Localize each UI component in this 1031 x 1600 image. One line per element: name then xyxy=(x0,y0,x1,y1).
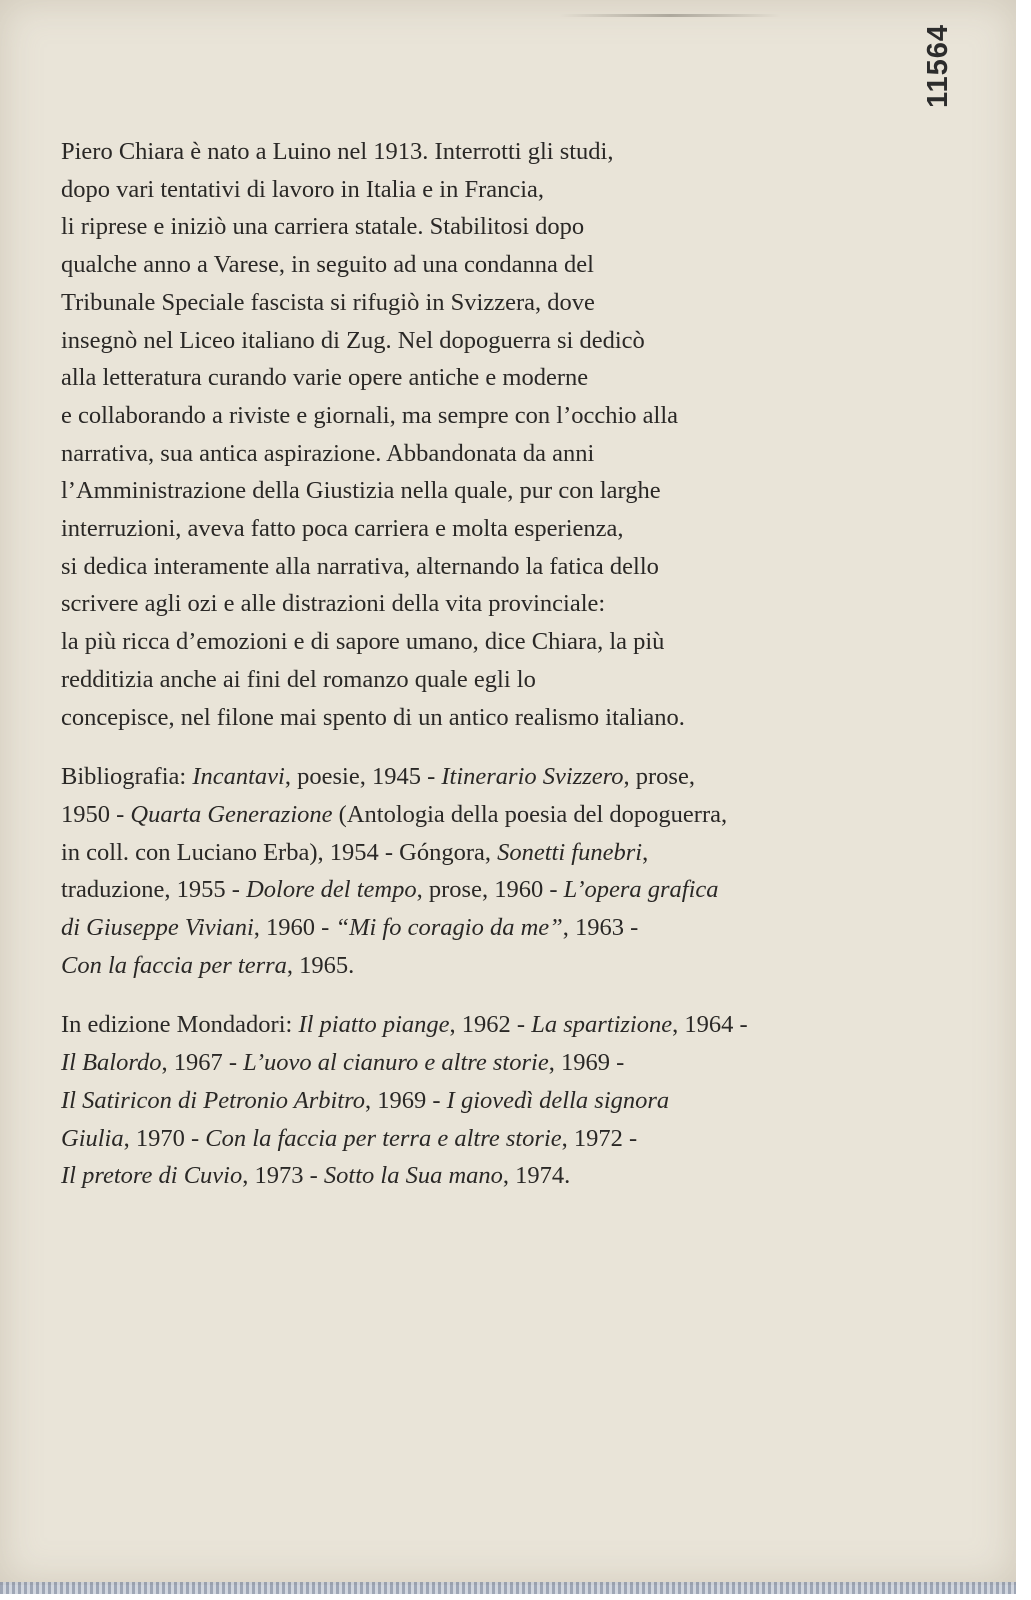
text-run: , prose, xyxy=(623,763,695,791)
book-title: Il Satiricon di Petronio Arbitro xyxy=(61,1086,365,1114)
text-run: , poesie, 1945 - xyxy=(284,763,442,791)
text-run: , 1970 - xyxy=(123,1124,206,1152)
bio-line: la più ricca d’emozioni e di sapore umano, dice Chiara, la più xyxy=(61,628,665,656)
bio-line: redditizia anche ai fini del romanzo quale egli lo xyxy=(61,665,536,693)
text-run: (Antologia della poesia del dopoguerra, xyxy=(332,800,728,828)
bibliography-line xyxy=(61,758,941,796)
text-run: , 1963 - xyxy=(562,914,639,942)
bibliography xyxy=(61,758,941,984)
bio-line: dopo vari tentativi di lavoro in Italia e in Francia, xyxy=(61,175,545,203)
text-run: , 1969 - xyxy=(548,1049,625,1077)
bio-line: concepisce, nel filone mai spento di un antico realismo italiano. xyxy=(61,703,685,731)
editions-line xyxy=(61,1120,941,1158)
text-run: , xyxy=(642,838,649,866)
mondadori-editions xyxy=(61,1006,941,1195)
text-run: , 1969 - xyxy=(364,1086,447,1114)
bio-line: Piero Chiara è nato a Luino nel 1913. Interrotti gli studi, xyxy=(61,138,614,165)
text-run: , 1965. xyxy=(286,951,355,979)
text-run: , 1964 - xyxy=(672,1011,748,1039)
book-title: L’opera grafica xyxy=(563,876,719,904)
text-run: , 1962 - xyxy=(449,1011,532,1039)
text-run: In edizione Mondadori: xyxy=(61,1011,299,1039)
text-run: , 1972 - xyxy=(561,1124,638,1152)
paragraph-gap xyxy=(61,984,941,1006)
editions-line xyxy=(61,1157,941,1195)
book-title: I giovedì della signora xyxy=(446,1086,670,1114)
book-title: Sotto la Sua mano xyxy=(323,1162,503,1190)
bibliography-line xyxy=(61,871,941,909)
text-run: , 1960 - xyxy=(253,914,336,942)
paragraph-gap xyxy=(61,736,941,758)
text-run: traduzione, 1955 - xyxy=(61,876,247,904)
text-run: , prose, 1960 - xyxy=(416,876,564,904)
bio-line: interruzioni, aveva fatto poca carriera e molta esperienza, xyxy=(61,515,624,543)
text-run: in coll. con Luciano Erba), 1954 - Góngora, xyxy=(61,838,498,866)
text-run: Bibliografia: xyxy=(61,763,193,791)
book-title: La spartizione xyxy=(531,1011,673,1039)
bio-line: e collaborando a riviste e giornali, ma sempre con l’occhio alla xyxy=(61,401,679,429)
book-title: Con la faccia per terra e altre storie xyxy=(205,1124,562,1152)
book-title: Il pretore di Cuvio xyxy=(61,1162,243,1190)
cover-text xyxy=(61,133,941,1195)
bio-line: narrativa, sua antica aspirazione. Abbandonata da anni xyxy=(61,439,595,467)
text-run: , 1967 - xyxy=(161,1049,244,1077)
book-title: Sonetti funebri xyxy=(497,838,643,866)
bio-line: li riprese e iniziò una carriera statale. Stabilitosi dopo xyxy=(61,213,585,241)
book-title: “Mi fo coragio da me” xyxy=(335,914,563,942)
text-run: , 1974. xyxy=(502,1162,571,1190)
bibliography-line xyxy=(61,834,941,872)
bio-line: alla letteratura curando varie opere antiche e moderne xyxy=(61,364,589,392)
bio-line: Tribunale Speciale fascista si rifugiò in Svizzera, dove xyxy=(61,288,595,316)
bibliography-line xyxy=(61,909,941,947)
bibliography-line xyxy=(61,947,941,985)
editions-line xyxy=(61,1082,941,1120)
author-biography xyxy=(61,133,941,736)
text-run: , 1973 - xyxy=(242,1162,324,1190)
book-title: Quarta Generazione xyxy=(130,800,333,828)
book-title: Incantavi xyxy=(192,763,285,791)
bio-line: si dedica interamente alla narrativa, alternando la fatica dello xyxy=(61,552,659,580)
book-title: Dolore del tempo xyxy=(246,876,417,904)
bottom-edge-stripe xyxy=(0,1582,1016,1594)
book-title: Itinerario Svizzero xyxy=(441,763,624,791)
bibliography-line xyxy=(61,796,941,834)
book-title: Il piatto piange xyxy=(298,1011,450,1039)
editions-line xyxy=(61,1006,941,1044)
editions-line xyxy=(61,1044,941,1082)
book-title: Giulia xyxy=(61,1124,124,1152)
book-title: Con la faccia per terra xyxy=(61,951,287,979)
text-run: 1950 - xyxy=(61,800,131,828)
printing-mark xyxy=(560,14,780,17)
bio-line: scrivere agli ozi e alle distrazioni della vita provinciale: xyxy=(61,590,606,618)
catalog-number: 11564 xyxy=(922,23,954,108)
book-title: L’uovo al cianuro e altre storie xyxy=(243,1049,549,1077)
book-title: Il Balordo xyxy=(61,1049,162,1077)
book-title: di Giuseppe Viviani xyxy=(61,914,254,942)
bio-line: qualche anno a Varese, in seguito ad una condanna del xyxy=(61,251,594,279)
bio-line: l’Amministrazione della Giustizia nella quale, pur con larghe xyxy=(61,477,661,505)
bio-line: insegnò nel Liceo italiano di Zug. Nel dopoguerra si dedicò xyxy=(61,326,645,354)
